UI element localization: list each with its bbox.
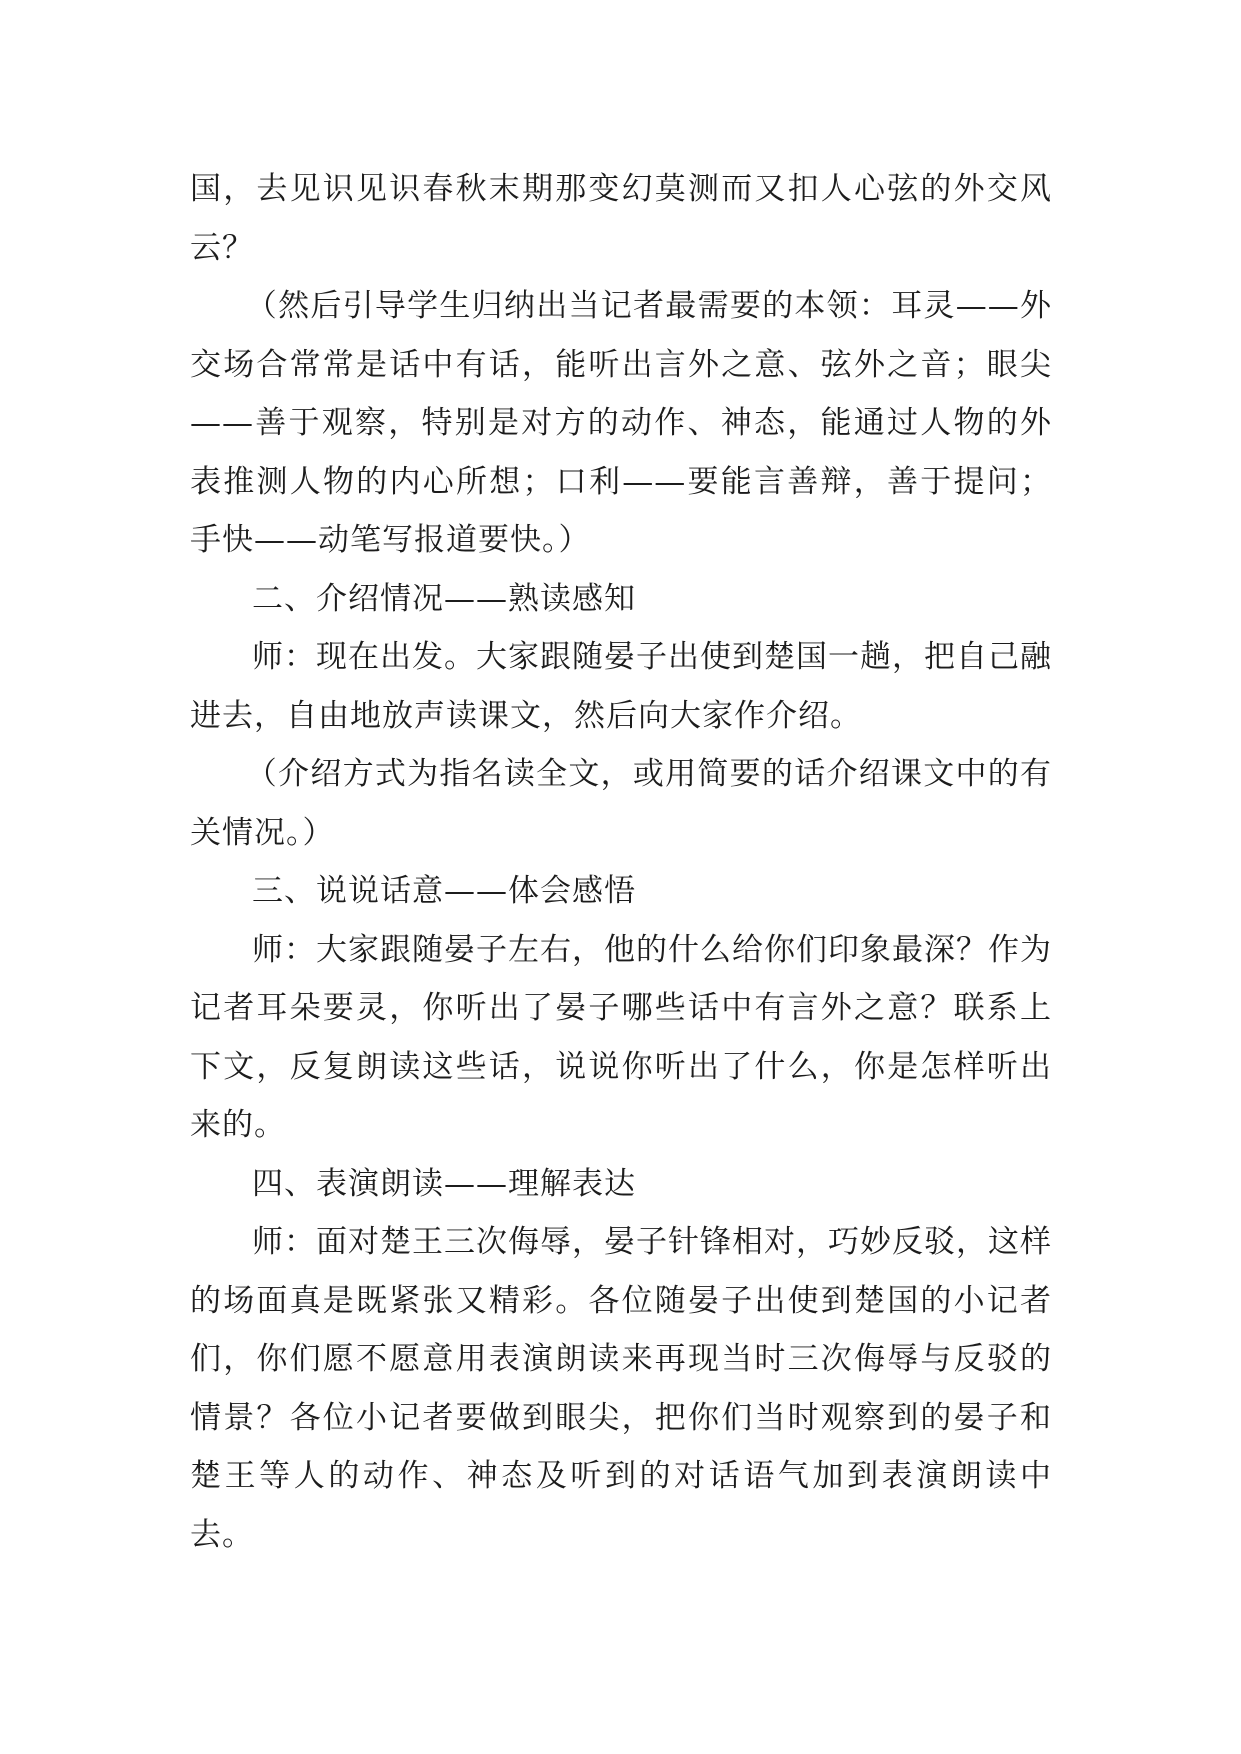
paragraph-reporter-skills: （然后引导学生归纳出当记者最需要的本领：耳灵——外交场合常常是话中有话，能听出言外之意、弦外之音；眼尖——善于观察，特别是对方的动作、神态，能通过人物的外表推测人物的内心所想；口利——要能言善辩，善于提问；手快——动笔写报道要快。） bbox=[190, 288, 1052, 558]
section-heading-4: 四、表演朗读——理解表达 bbox=[252, 1165, 636, 1202]
paragraph-teacher-performance: 师：面对楚王三次侮辱，晏子针锋相对，巧妙反驳，这样的场面真是既紧张又精彩。各位随晏子出使到楚国的小记者们，你们愿不愿意用表演朗读来再现当时三次侮辱与反驳的情景？各位小记者要做到眼尖，把你们当时观察到的晏子和楚王等人的动作、神态及听到的对话语气加到表演朗读中去。 bbox=[190, 1224, 1052, 1553]
paragraph-continuation: 国，去见识见识春秋末期那变幻莫测而又扣人心弦的外交风云？ bbox=[190, 171, 1052, 266]
document-page bbox=[190, 160, 1052, 1564]
paragraph-teacher-depart: 师：现在出发。大家跟随晏子出使到楚国一趟，把自己融进去，自由地放声读课文，然后向大家作介绍。 bbox=[190, 639, 1052, 734]
paragraph-teacher-impression: 师：大家跟随晏子左右，他的什么给你们印象最深？作为记者耳朵要灵，你听出了晏子哪些话中有言外之意？联系上下文，反复朗读这些话，说说你听出了什么，你是怎样听出来的。 bbox=[190, 931, 1052, 1143]
paragraph-intro-method: （介绍方式为指名读全文，或用简要的话介绍课文中的有关情况。） bbox=[190, 756, 1052, 851]
section-heading-2: 二、介绍情况——熟读感知 bbox=[252, 580, 636, 617]
section-heading-3: 三、说说话意——体会感悟 bbox=[252, 873, 636, 909]
